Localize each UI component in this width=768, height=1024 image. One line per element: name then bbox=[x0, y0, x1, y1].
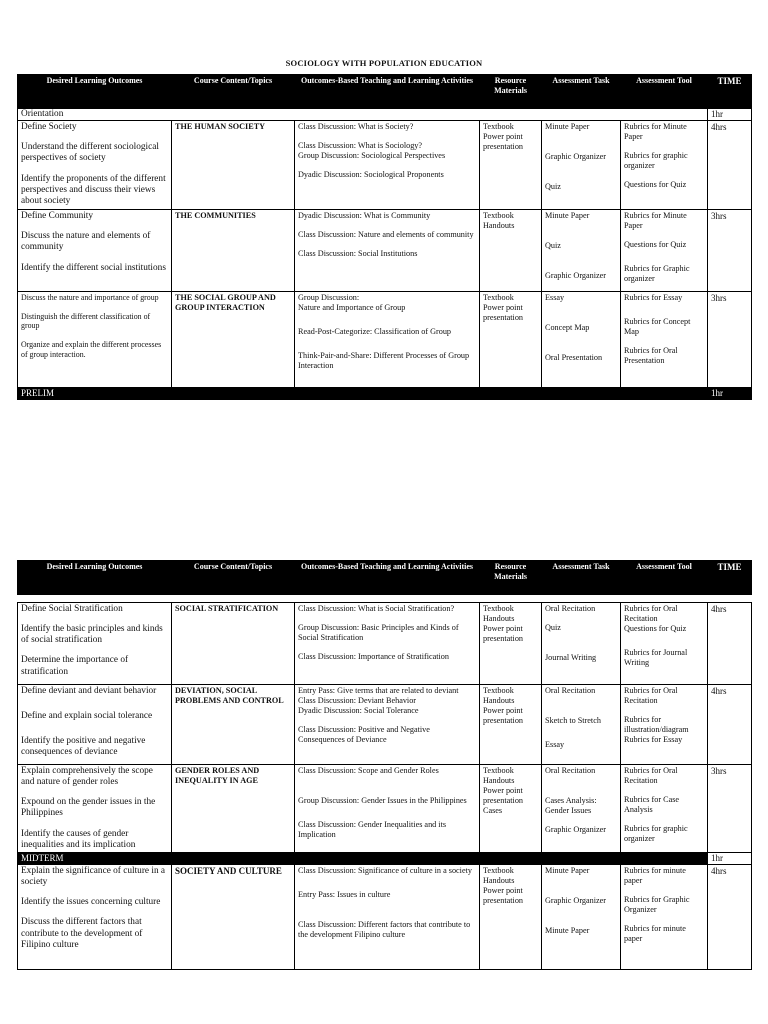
assessment-tool: Questions for Quiz bbox=[624, 624, 687, 633]
material: Power point presentation bbox=[483, 706, 524, 725]
table-row bbox=[18, 292, 752, 388]
activity: Class Discussion: Gender Inequalities and its Implication bbox=[298, 820, 447, 839]
assessment-task: Quiz bbox=[545, 182, 561, 192]
activity: Group Discussion: Sociological Perspectives bbox=[298, 151, 446, 161]
assessment-task: Graphic Organizer bbox=[545, 825, 606, 834]
material: Power point presentation bbox=[483, 885, 524, 905]
assessment-task: Minute Paper bbox=[545, 211, 590, 221]
assessment-tool: Rubrics for graphic organizer bbox=[624, 151, 688, 171]
outcome: Expound on the gender issues in the Philippines bbox=[21, 797, 156, 819]
material: Textbook bbox=[483, 293, 514, 303]
outcome: Discuss the nature and importance of group bbox=[21, 293, 159, 303]
activity: Group Discussion: Gender Issues in the Philippines bbox=[298, 796, 467, 805]
outcome: Explain comprehensively the scope and nature of gender roles bbox=[21, 766, 153, 788]
outcome: Define Society bbox=[21, 122, 77, 133]
header-time: TIME bbox=[708, 75, 752, 109]
activity: Read-Post-Categorize: Classification of Group bbox=[298, 327, 452, 337]
midterm-label: MIDTERM bbox=[18, 852, 708, 864]
header-tool: Assessment Tool bbox=[621, 75, 708, 109]
orientation-time: 1hr bbox=[708, 109, 752, 121]
assessment-tool: Rubrics for graphic organizer bbox=[624, 824, 688, 843]
material: Textbook bbox=[483, 766, 514, 775]
midterm-row bbox=[18, 852, 752, 864]
activity: Class Discussion: Scope and Gender Roles bbox=[298, 766, 439, 775]
activity: Class Discussion: Importance of Stratification bbox=[298, 652, 449, 661]
activity: Class Discussion: What is Sociology? bbox=[298, 141, 423, 151]
outcome: Define Community bbox=[21, 211, 94, 222]
assessment-task: Cases Analysis: Gender Issues bbox=[545, 796, 597, 815]
assessment-task: Quiz bbox=[545, 241, 561, 251]
outcome: Identify the different social institutions bbox=[21, 262, 166, 273]
prelim-label: PRELIM bbox=[18, 388, 708, 400]
topic: SOCIAL STRATIFICATION bbox=[175, 604, 279, 613]
assessment-tool: Rubrics for minute paper bbox=[624, 865, 686, 885]
outcome: Define and explain social tolerance bbox=[21, 711, 153, 722]
activity: Class Discussion: Deviant Behavior bbox=[298, 696, 417, 705]
table-row bbox=[18, 121, 752, 210]
material: Handouts bbox=[483, 696, 515, 705]
material: Cases bbox=[483, 806, 503, 815]
activity: Entry Pass: Issues in culture bbox=[298, 889, 391, 899]
outcome: Discuss the different factors that contribute to the development of Filipino culture bbox=[21, 917, 143, 950]
assessment-tool: Rubrics for Oral Presentation bbox=[624, 346, 678, 366]
section-time: 4hrs bbox=[708, 121, 752, 210]
header-row bbox=[18, 75, 752, 109]
activity: Group Discussion: bbox=[298, 293, 360, 303]
orientation-row bbox=[18, 109, 752, 121]
orientation-label: Orientation bbox=[21, 109, 64, 119]
header-task: Assessment Task bbox=[542, 561, 621, 595]
assessment-tool: Rubrics for Graphic Organizer bbox=[624, 894, 690, 914]
assessment-tool: Rubrics for Oral Recitation bbox=[624, 766, 678, 785]
activity: Nature and Importance of Group bbox=[298, 303, 406, 313]
section-time: 3hrs bbox=[708, 210, 752, 292]
assessment-tool: Rubrics for Minute Paper bbox=[624, 122, 687, 142]
topic: THE SOCIAL GROUP AND GROUP INTERACTION bbox=[175, 293, 276, 313]
table-row bbox=[18, 685, 752, 765]
document-title: SOCIOLOGY WITH POPULATION EDUCATION bbox=[285, 58, 483, 68]
prelim-time: 1hr bbox=[708, 388, 752, 400]
outcome: Identify the issues concerning culture bbox=[21, 897, 161, 908]
material: Power point presentation bbox=[483, 132, 524, 152]
header-time: TIME bbox=[708, 561, 752, 595]
activity: Class Discussion: Positive and Negative Consequences of Deviance bbox=[298, 725, 430, 744]
header-content: Course Content/Topics bbox=[172, 75, 295, 109]
activity: Dyadic Discussion: What is Community bbox=[298, 211, 431, 221]
assessment-task: Minute Paper bbox=[545, 925, 590, 935]
header-outcomes: Desired Learning Outcomes bbox=[18, 75, 172, 109]
assessment-tool: Rubrics for Graphic organizer bbox=[624, 264, 690, 284]
assessment-tool: Rubrics for Essay bbox=[624, 293, 683, 303]
assessment-tool: Rubrics for illustration/diagram bbox=[624, 715, 689, 734]
assessment-task: Essay bbox=[545, 740, 565, 749]
section-time: 4hrs bbox=[708, 603, 752, 685]
assessment-task: Essay bbox=[545, 293, 565, 303]
section-time: 3hrs bbox=[708, 765, 752, 853]
assessment-tool: Rubrics for Case Analysis bbox=[624, 795, 680, 814]
assessment-task: Minute Paper bbox=[545, 122, 590, 132]
outcome: Organize and explain the different processes of group interaction. bbox=[21, 340, 162, 359]
assessment-task: Quiz bbox=[545, 623, 561, 632]
topic: GENDER ROLES AND INEQUALITY IN AGE bbox=[175, 766, 260, 785]
assessment-task: Minute Paper bbox=[545, 865, 590, 875]
assessment-tool: Rubrics for Oral Recitation bbox=[624, 686, 678, 705]
material: Handouts bbox=[483, 614, 515, 623]
activity: Dyadic Discussion: Sociological Proponents bbox=[298, 170, 444, 180]
assessment-tool: Questions for Quiz bbox=[624, 240, 687, 250]
topic: THE HUMAN SOCIETY bbox=[175, 122, 266, 132]
header-content: Course Content/Topics bbox=[172, 561, 295, 595]
syllabus-table-midterm bbox=[17, 560, 752, 970]
assessment-task: Graphic Organizer bbox=[545, 271, 606, 281]
header-activities: Outcomes-Based Teaching and Learning Activities bbox=[295, 75, 480, 109]
assessment-task: Oral Recitation bbox=[545, 604, 596, 613]
activity: Entry Pass: Give terms that are related to deviant bbox=[298, 686, 459, 695]
assessment-tool: Rubrics for Minute Paper bbox=[624, 211, 687, 231]
midterm-time: 1hr bbox=[708, 852, 752, 864]
assessment-task: Graphic Organizer bbox=[545, 152, 606, 162]
material: Handouts bbox=[483, 875, 515, 885]
outcome: Explain the significance of culture in a society bbox=[21, 865, 166, 888]
topic: THE COMMUNITIES bbox=[175, 211, 256, 221]
material: Textbook bbox=[483, 122, 514, 132]
syllabus-table-prelim bbox=[17, 74, 752, 400]
activity: Class Discussion: Significance of culture in a society bbox=[298, 865, 472, 875]
assessment-tool: Rubrics for Essay bbox=[624, 735, 683, 744]
material: Textbook bbox=[483, 604, 514, 613]
table-row bbox=[18, 765, 752, 853]
header-row bbox=[18, 561, 752, 595]
activity: Group Discussion: Basic Principles and Kinds of Social Stratification bbox=[298, 623, 459, 642]
outcome: Discuss the nature and elements of community bbox=[21, 231, 151, 253]
assessment-tool: Questions for Quiz bbox=[624, 180, 687, 190]
outcome: Distinguish the different classification of group bbox=[21, 311, 151, 331]
topic: SOCIETY AND CULTURE bbox=[175, 865, 282, 876]
outcome: Identify the proponents of the different perspectives and discuss their views about society bbox=[21, 173, 166, 206]
assessment-task: Journal Writing bbox=[545, 653, 597, 662]
material: Power point presentation bbox=[483, 624, 524, 643]
activity: Class Discussion: What is Society? bbox=[298, 122, 414, 132]
activity: Dyadic Discussion: Social Tolerance bbox=[298, 706, 419, 715]
header-task: Assessment Task bbox=[542, 75, 621, 109]
section-time: 3hrs bbox=[708, 292, 752, 388]
material: Textbook bbox=[483, 686, 514, 695]
table-row bbox=[18, 603, 752, 685]
material: Textbook bbox=[483, 865, 514, 875]
activity: Class Discussion: Nature and elements of community bbox=[298, 230, 474, 240]
assessment-task: Oral Recitation bbox=[545, 686, 596, 695]
table-row bbox=[18, 864, 752, 969]
assessment-tool: Rubrics for Journal Writing bbox=[624, 648, 688, 667]
section-time: 4hrs bbox=[708, 685, 752, 765]
outcome: Define deviant and deviant behavior bbox=[21, 686, 157, 696]
assessment-task: Sketch to Stretch bbox=[545, 716, 601, 725]
material: Textbook bbox=[483, 211, 514, 221]
topic: DEVIATION, SOCIAL PROBLEMS AND CONTROL bbox=[175, 686, 284, 705]
header-materials: Resource Materials bbox=[480, 561, 542, 595]
assessment-task: Concept Map bbox=[545, 323, 590, 333]
assessment-tool: Rubrics for minute paper bbox=[624, 923, 686, 943]
header-materials: Resource Materials bbox=[480, 75, 542, 109]
outcome: Identify the positive and negative consequences of deviance bbox=[21, 736, 146, 758]
section-time: 4hrs bbox=[708, 864, 752, 969]
prelim-row bbox=[18, 388, 752, 400]
outcome: Determine the importance of stratification bbox=[21, 655, 129, 677]
spacer-row bbox=[18, 595, 752, 603]
header-outcomes: Desired Learning Outcomes bbox=[18, 561, 172, 595]
material: Power point presentation bbox=[483, 303, 524, 323]
material: Handouts bbox=[483, 776, 515, 785]
outcome: Identify the basic principles and kinds of social stratification bbox=[21, 624, 163, 646]
assessment-task: Graphic Organizer bbox=[545, 895, 606, 905]
assessment-tool: Rubrics for Concept Map bbox=[624, 317, 691, 337]
header-tool: Assessment Tool bbox=[621, 561, 708, 595]
outcome: Understand the different sociological perspectives of society bbox=[21, 142, 159, 164]
activity: Class Discussion: Different factors that contribute to the development Filipino culture bbox=[298, 919, 471, 939]
activity: Class Discussion: Social Institutions bbox=[298, 249, 418, 259]
table-row bbox=[18, 210, 752, 292]
assessment-task: Oral Recitation bbox=[545, 766, 596, 775]
activity: Class Discussion: What is Social Stratification? bbox=[298, 604, 455, 613]
material: Handouts bbox=[483, 221, 515, 231]
material: Power point presentation bbox=[483, 786, 524, 805]
activity: Think-Pair-and-Share: Different Processes of Group Interaction bbox=[298, 351, 470, 371]
outcome: Identify the causes of gender inequalities and its implication bbox=[21, 828, 136, 850]
assessment-task: Oral Presentation bbox=[545, 353, 603, 363]
outcome: Define Social Stratification bbox=[21, 604, 123, 614]
assessment-tool: Rubrics for Oral Recitation bbox=[624, 604, 678, 623]
header-activities: Outcomes-Based Teaching and Learning Activities bbox=[295, 561, 480, 595]
